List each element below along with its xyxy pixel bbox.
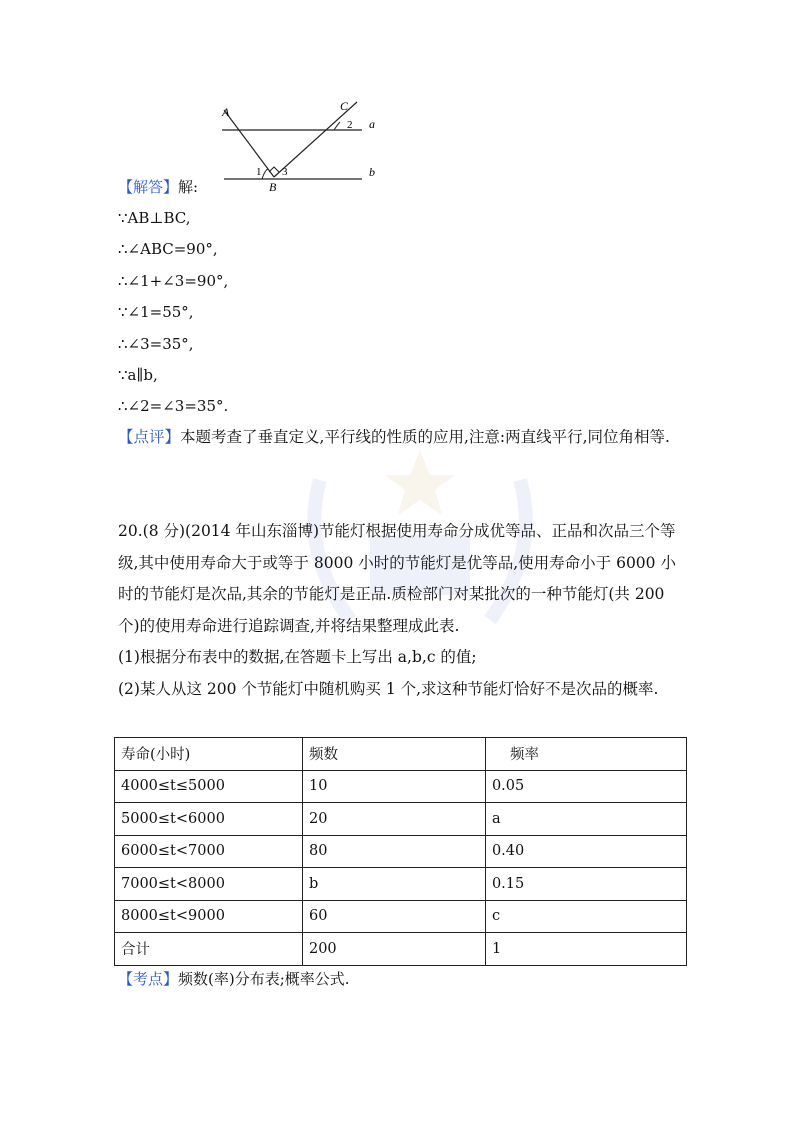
table-cell: 5000≤t<6000 <box>115 803 303 836</box>
header-cell-frequency: 频数 <box>302 738 485 771</box>
problem-text: 节能灯根据使用寿命分成优等品、正品和次品三个等级,其中使用寿命大于或等于 8000 小时的节能灯是优等品,使用寿命小于 6000 小时的节能灯是次品,其余的节能灯是正品.质检部门对某批次的一种节能灯(共 200 个)的使用寿命进行追踪调查,并将结果整理成此表. <box>118 522 676 635</box>
label-a: a <box>369 117 375 131</box>
table-cell: 7000≤t<8000 <box>115 868 303 901</box>
solution-step: ∴∠ABC=90°, <box>118 240 218 258</box>
comment-tag: 【点评】 <box>118 428 181 446</box>
header-cell-rate: 频率 <box>485 738 686 771</box>
solution-step: ∵a∥b, <box>118 366 158 384</box>
table-cell: 6000≤t<7000 <box>115 835 303 868</box>
table-row <box>115 803 687 836</box>
table-row <box>115 868 687 901</box>
question-2: (2)某人从这 200 个节能灯中随机购买 1 个,求这种节能灯恰好不是次品的概率. <box>118 680 659 698</box>
solution-intro: 解: <box>178 178 199 196</box>
table-cell: 4000≤t≤5000 <box>115 770 303 803</box>
kaodian-line <box>118 968 350 990</box>
table-cell: 200 <box>302 933 485 966</box>
solution-tag: 【解答】 <box>118 178 179 196</box>
table-cell: 60 <box>302 900 485 933</box>
label-C: C <box>340 99 349 113</box>
header-cell-lifetime: 寿命(小时) <box>115 738 303 771</box>
solution-step: ∴∠3=35°, <box>118 335 194 353</box>
label-3: 3 <box>282 166 288 178</box>
kaodian-text: 频数(率)分布表;概率公式. <box>178 970 350 988</box>
table-cell: 80 <box>302 835 485 868</box>
table-row <box>115 933 687 966</box>
table-header-row <box>115 738 687 771</box>
comment-paragraph <box>118 422 688 454</box>
angle-arc-2 <box>334 122 340 130</box>
table-cell: b <box>302 868 485 901</box>
table-row <box>115 835 687 868</box>
distribution-table <box>114 737 687 966</box>
label-b: b <box>369 165 375 179</box>
table-cell: 0.05 <box>485 770 686 803</box>
solution-step: ∵AB⊥BC, <box>118 209 191 227</box>
table-cell: 20 <box>302 803 485 836</box>
table-cell: a <box>485 803 686 836</box>
solution-step: ∴∠1+∠3=90°, <box>118 272 229 290</box>
line-ab <box>224 110 274 177</box>
table-cell: 1 <box>485 933 686 966</box>
table-cell: 10 <box>302 770 485 803</box>
kaodian-tag: 【考点】 <box>118 970 179 988</box>
table-cell: 0.40 <box>485 835 686 868</box>
problem-header: 20.(8 分)(2014 年山东淄博) <box>118 522 320 540</box>
solution-step: ∵∠1=55°, <box>118 303 194 321</box>
label-A: A <box>222 105 230 119</box>
problem-paragraph <box>118 516 688 642</box>
label-1: 1 <box>256 166 262 178</box>
solution-step: ∴∠2=∠3=35°. <box>118 397 229 415</box>
label-B: B <box>269 180 277 192</box>
table-row <box>115 900 687 933</box>
question-1: (1)根据分布表中的数据,在答题卡上写出 a,b,c 的值; <box>118 648 477 666</box>
table-cell: 8000≤t<9000 <box>115 900 303 933</box>
right-angle-mark <box>269 167 279 172</box>
geometry-figure <box>212 96 402 192</box>
table-row <box>115 770 687 803</box>
table-cell: c <box>485 900 686 933</box>
table-cell: 0.15 <box>485 868 686 901</box>
angle-arc-1 <box>262 169 268 179</box>
solution-heading <box>118 176 198 198</box>
label-2: 2 <box>347 119 353 131</box>
comment-text: 本题考查了垂直定义,平行线的性质的应用,注意:两直线平行,同位角相等. <box>180 428 670 446</box>
table-cell: 合计 <box>115 933 303 966</box>
